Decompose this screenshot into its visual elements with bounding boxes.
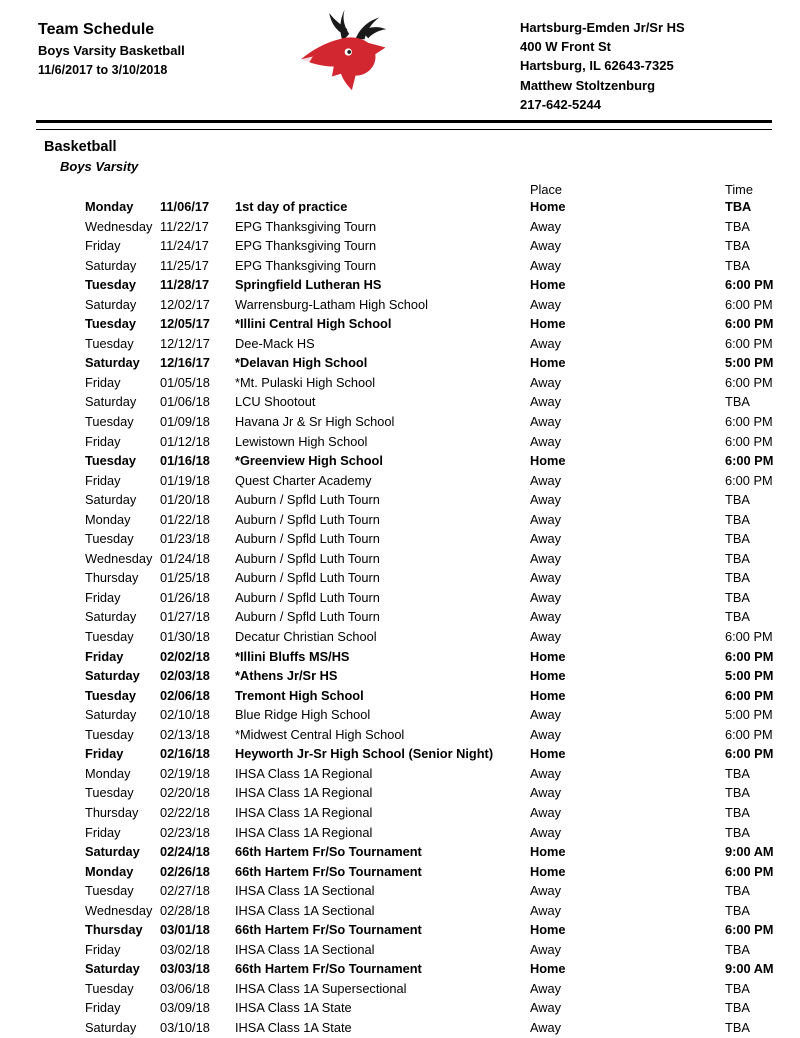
cell-date: 03/10/18 <box>160 1019 210 1035</box>
schedule-row <box>0 451 800 471</box>
contact-name: Matthew Stoltzenburg <box>520 77 656 93</box>
cell-event: Auburn / Spfld Luth Tourn <box>235 609 380 625</box>
cell-place: Away <box>530 824 562 840</box>
cell-date: 02/23/18 <box>160 824 210 840</box>
cell-place: Away <box>530 902 562 918</box>
col-header-time: Time <box>725 182 753 197</box>
cell-day: Saturday <box>85 492 137 508</box>
cell-date: 12/16/17 <box>160 355 210 371</box>
school-address-city: Hartsburg, IL 62643-7325 <box>520 58 674 74</box>
schedule-row <box>0 217 800 237</box>
cell-place: Away <box>530 804 562 820</box>
cell-place: Away <box>530 492 562 508</box>
cell-event: EPG Thanksgiving Tourn <box>235 238 377 254</box>
schedule-row <box>0 490 800 510</box>
col-header-place: Place <box>530 182 563 197</box>
cell-event: EPG Thanksgiving Tourn <box>235 257 377 273</box>
cell-place: Away <box>530 374 562 390</box>
cell-event: *Greenview High School <box>235 453 383 469</box>
page-header <box>0 0 800 120</box>
school-address-street: 400 W Front St <box>520 39 612 55</box>
cell-time: TBA <box>725 570 750 586</box>
cell-place: Home <box>530 746 566 762</box>
cell-day: Wednesday <box>85 550 153 566</box>
cell-place: Away <box>530 531 562 547</box>
cell-place: Away <box>530 257 562 273</box>
cell-date: 02/02/18 <box>160 648 210 664</box>
cell-place: Away <box>530 726 562 742</box>
cell-day: Saturday <box>85 355 140 371</box>
cell-date: 01/09/18 <box>160 414 210 430</box>
cell-time: 6:00 PM <box>725 296 773 312</box>
cell-event: *Mt. Pulaski High School <box>235 374 376 390</box>
cell-place: Away <box>530 1000 562 1016</box>
cell-place: Away <box>530 550 562 566</box>
cell-place: Away <box>530 394 562 410</box>
section-heading <box>44 139 800 174</box>
cell-time: 6:00 PM <box>725 277 774 293</box>
cell-place: Away <box>530 218 562 234</box>
cell-date: 03/01/18 <box>160 922 210 938</box>
cell-date: 12/02/17 <box>160 296 210 312</box>
cell-time: TBA <box>725 765 750 781</box>
cell-event: *Illini Bluffs MS/HS <box>235 648 350 664</box>
cell-place: Home <box>530 648 566 664</box>
schedule-row <box>0 627 800 647</box>
cell-day: Wednesday <box>85 902 153 918</box>
cell-event: IHSA Class 1A Regional <box>235 824 373 840</box>
schedule-row <box>0 588 800 608</box>
cell-day: Thursday <box>85 804 139 820</box>
cell-time: 5:00 PM <box>725 668 774 684</box>
cell-date: 02/28/18 <box>160 902 210 918</box>
cell-date: 11/22/17 <box>160 218 209 234</box>
cell-event: *Midwest Central High School <box>235 726 405 742</box>
sport-title: Basketball <box>44 139 117 155</box>
cell-date: 12/05/17 <box>160 316 210 332</box>
cell-place: Away <box>530 296 562 312</box>
cell-date: 03/03/18 <box>160 961 210 977</box>
schedule-row <box>0 197 800 217</box>
cell-time: 6:00 PM <box>725 374 773 390</box>
cell-place: Away <box>530 570 562 586</box>
schedule-row <box>0 803 800 823</box>
cell-event: Auburn / Spfld Luth Tourn <box>235 531 380 547</box>
schedule-row <box>0 842 800 862</box>
cell-day: Friday <box>85 648 124 664</box>
cell-day: Friday <box>85 472 121 488</box>
page-title: Team Schedule <box>38 21 155 38</box>
cell-event: IHSA Class 1A Regional <box>235 785 373 801</box>
cell-event: Warrensburg-Latham High School <box>235 296 428 312</box>
cell-day: Tuesday <box>85 531 134 547</box>
cell-date: 03/02/18 <box>160 941 210 957</box>
cell-place: Home <box>530 277 566 293</box>
cell-time: TBA <box>725 941 750 957</box>
schedule-row <box>0 744 800 764</box>
cell-place: Home <box>530 844 566 860</box>
cell-event: IHSA Class 1A State <box>235 1000 352 1016</box>
cell-place: Away <box>530 629 562 645</box>
col-header-event-spacer <box>235 182 530 197</box>
cell-time: 6:00 PM <box>725 453 774 469</box>
cell-date: 12/12/17 <box>160 335 210 351</box>
schedule-row <box>0 256 800 276</box>
cell-time: 6:00 PM <box>725 316 774 332</box>
schedule-table <box>0 182 800 1038</box>
cell-time: TBA <box>725 589 750 605</box>
cell-day: Friday <box>85 589 121 605</box>
cell-day: Saturday <box>85 257 137 273</box>
cell-day: Tuesday <box>85 785 134 801</box>
cell-date: 02/27/18 <box>160 883 210 899</box>
schedule-row <box>0 959 800 979</box>
cell-time: TBA <box>725 218 750 234</box>
cell-date: 02/19/18 <box>160 765 210 781</box>
cell-day: Tuesday <box>85 726 134 742</box>
cell-event: 66th Hartem Fr/So Tournament <box>235 844 422 860</box>
header-divider <box>36 120 772 130</box>
cell-day: Saturday <box>85 844 140 860</box>
cell-day: Saturday <box>85 394 137 410</box>
cell-place: Away <box>530 238 562 254</box>
cell-event: 1st day of practice <box>235 199 348 214</box>
cell-day: Monday <box>85 199 134 214</box>
cell-place: Home <box>530 687 566 703</box>
cell-day: Friday <box>85 374 121 390</box>
cell-day: Wednesday <box>85 218 153 234</box>
cell-date: 02/20/18 <box>160 785 210 801</box>
cell-time: TBA <box>725 824 750 840</box>
schedule-row <box>0 568 800 588</box>
schedule-row <box>0 353 800 373</box>
cell-event: Blue Ridge High School <box>235 707 371 723</box>
schedule-row <box>0 471 800 491</box>
schedule-row <box>0 392 800 412</box>
cell-day: Tuesday <box>85 883 134 899</box>
cell-time: TBA <box>725 492 750 508</box>
cell-place: Away <box>530 707 562 723</box>
cell-day: Thursday <box>85 922 143 938</box>
cell-event: IHSA Class 1A Regional <box>235 765 373 781</box>
cell-place: Away <box>530 335 562 351</box>
schedule-row <box>0 920 800 940</box>
cell-time: TBA <box>725 511 750 527</box>
cell-time: TBA <box>725 980 750 996</box>
schedule-row <box>0 373 800 393</box>
cell-day: Monday <box>85 863 134 879</box>
schedule-row <box>0 275 800 295</box>
cell-day: Tuesday <box>85 629 134 645</box>
cell-date: 02/10/18 <box>160 707 210 723</box>
cell-date: 01/30/18 <box>160 629 210 645</box>
cell-time: 6:00 PM <box>725 472 773 488</box>
cell-time: 6:00 PM <box>725 335 773 351</box>
cell-event: 66th Hartem Fr/So Tournament <box>235 961 422 977</box>
schedule-row <box>0 881 800 901</box>
header-left-block <box>38 18 185 80</box>
cell-time: TBA <box>725 902 750 918</box>
col-header-date-spacer <box>160 182 235 197</box>
cell-event: Tremont High School <box>235 687 364 703</box>
cell-event: Auburn / Spfld Luth Tourn <box>235 492 380 508</box>
cell-date: 02/22/18 <box>160 804 210 820</box>
schedule-row <box>0 940 800 960</box>
cell-date: 01/16/18 <box>160 453 210 469</box>
cell-place: Away <box>530 433 562 449</box>
cell-time: TBA <box>725 1000 750 1016</box>
cell-place: Away <box>530 785 562 801</box>
cell-date: 01/19/18 <box>160 472 210 488</box>
cell-day: Friday <box>85 238 121 254</box>
cell-event: Auburn / Spfld Luth Tourn <box>235 511 380 527</box>
cell-date: 02/13/18 <box>160 726 210 742</box>
cell-time: 6:00 PM <box>725 863 774 879</box>
cell-time: TBA <box>725 804 750 820</box>
cell-place: Away <box>530 609 562 625</box>
cell-time: TBA <box>725 1019 750 1035</box>
schedule-row <box>0 823 800 843</box>
cell-time: TBA <box>725 238 750 254</box>
cell-event: EPG Thanksgiving Tourn <box>235 218 377 234</box>
cell-place: Away <box>530 883 562 899</box>
schedule-row <box>0 666 800 686</box>
cell-place: Home <box>530 199 566 214</box>
season-date-range: 11/6/2017 to 3/10/2018 <box>38 63 168 77</box>
schedule-row <box>0 686 800 706</box>
cell-time: TBA <box>725 257 750 273</box>
cell-event: Quest Charter Academy <box>235 472 372 488</box>
cell-place: Away <box>530 414 562 430</box>
schedule-row <box>0 412 800 432</box>
cell-event: Dee-Mack HS <box>235 335 315 351</box>
schedule-row <box>0 705 800 725</box>
schedule-row <box>0 647 800 667</box>
cell-date: 11/24/17 <box>160 238 209 254</box>
cell-date: 11/06/17 <box>160 199 210 214</box>
cell-date: 03/06/18 <box>160 980 210 996</box>
cell-event: *Athens Jr/Sr HS <box>235 668 338 684</box>
cell-time: 6:00 PM <box>725 414 773 430</box>
cell-time: TBA <box>725 609 750 625</box>
cell-time: 6:00 PM <box>725 629 773 645</box>
cell-day: Saturday <box>85 707 137 723</box>
schedule-row <box>0 979 800 999</box>
cell-day: Friday <box>85 746 124 762</box>
cell-day: Friday <box>85 433 121 449</box>
cell-day: Thursday <box>85 570 139 586</box>
cell-event: Auburn / Spfld Luth Tourn <box>235 550 380 566</box>
cell-day: Tuesday <box>85 335 134 351</box>
cell-place: Home <box>530 453 566 469</box>
cell-event: IHSA Class 1A State <box>235 1019 352 1035</box>
cell-event: *Illini Central High School <box>235 316 392 332</box>
cell-event: 66th Hartem Fr/So Tournament <box>235 863 422 879</box>
schedule-row <box>0 725 800 745</box>
cell-day: Monday <box>85 511 131 527</box>
cell-event: 66th Hartem Fr/So Tournament <box>235 922 422 938</box>
cell-place: Away <box>530 472 562 488</box>
cell-place: Away <box>530 941 562 957</box>
cell-time: 6:00 PM <box>725 433 773 449</box>
cell-event: Decatur Christian School <box>235 629 377 645</box>
cell-place: Home <box>530 355 566 371</box>
cell-time: 5:00 PM <box>725 355 774 371</box>
cell-event: IHSA Class 1A Regional <box>235 804 373 820</box>
cell-time: 9:00 AM <box>725 844 774 860</box>
cell-day: Saturday <box>85 609 137 625</box>
cell-event: Auburn / Spfld Luth Tourn <box>235 589 380 605</box>
cell-day: Monday <box>85 765 131 781</box>
cell-date: 01/22/18 <box>160 511 210 527</box>
cell-place: Home <box>530 961 566 977</box>
cell-time: 6:00 PM <box>725 922 774 938</box>
cell-day: Tuesday <box>85 687 136 703</box>
cell-place: Home <box>530 316 566 332</box>
cell-day: Tuesday <box>85 277 136 293</box>
contact-phone: 217-642-5244 <box>520 96 601 112</box>
cell-event: IHSA Class 1A Sectional <box>235 883 375 899</box>
cell-date: 01/20/18 <box>160 492 210 508</box>
cell-place: Away <box>530 980 562 996</box>
schedule-row <box>0 529 800 549</box>
cell-day: Saturday <box>85 668 140 684</box>
schedule-row <box>0 314 800 334</box>
stag-mascot-icon <box>292 6 410 98</box>
schedule-row <box>0 607 800 627</box>
cell-event: Havana Jr & Sr High School <box>235 414 395 430</box>
school-mascot-logo <box>292 6 410 98</box>
schedule-row <box>0 334 800 354</box>
cell-place: Home <box>530 922 566 938</box>
cell-day: Saturday <box>85 1019 137 1035</box>
cell-day: Tuesday <box>85 316 136 332</box>
schedule-row <box>0 432 800 452</box>
cell-date: 11/25/17 <box>160 257 209 273</box>
cell-place: Home <box>530 863 566 879</box>
cell-event: IHSA Class 1A Supersectional <box>235 980 407 996</box>
table-body <box>0 197 800 1038</box>
schedule-row <box>0 510 800 530</box>
cell-time: TBA <box>725 531 750 547</box>
cell-date: 01/25/18 <box>160 570 210 586</box>
cell-date: 01/24/18 <box>160 550 210 566</box>
cell-day: Tuesday <box>85 980 134 996</box>
schedule-row <box>0 998 800 1018</box>
cell-time: 9:00 AM <box>725 961 774 977</box>
schedule-row <box>0 862 800 882</box>
cell-place: Away <box>530 1019 562 1035</box>
cell-time: 5:00 PM <box>725 707 773 723</box>
cell-day: Friday <box>85 1000 121 1016</box>
cell-event: Auburn / Spfld Luth Tourn <box>235 570 380 586</box>
cell-date: 01/27/18 <box>160 609 210 625</box>
schedule-row <box>0 783 800 803</box>
col-header-day-spacer <box>85 182 160 197</box>
cell-time: 6:00 PM <box>725 648 774 664</box>
cell-date: 01/05/18 <box>160 374 210 390</box>
cell-day: Saturday <box>85 961 140 977</box>
cell-date: 02/06/18 <box>160 687 210 703</box>
cell-time: TBA <box>725 785 750 801</box>
team-name: Boys Varsity Basketball <box>38 43 185 58</box>
cell-date: 01/12/18 <box>160 433 210 449</box>
schedule-row <box>0 295 800 315</box>
cell-time: TBA <box>725 394 750 410</box>
cell-date: 01/23/18 <box>160 531 210 547</box>
cell-day: Tuesday <box>85 414 134 430</box>
cell-day: Tuesday <box>85 453 136 469</box>
cell-time: TBA <box>725 883 750 899</box>
cell-event: IHSA Class 1A Sectional <box>235 902 375 918</box>
cell-place: Away <box>530 765 562 781</box>
cell-event: Heyworth Jr-Sr High School (Senior Night) <box>235 746 494 762</box>
cell-time: TBA <box>725 550 750 566</box>
cell-event: LCU Shootout <box>235 394 316 410</box>
cell-date: 03/09/18 <box>160 1000 210 1016</box>
cell-time: 6:00 PM <box>725 726 773 742</box>
cell-date: 02/03/18 <box>160 668 210 684</box>
cell-place: Home <box>530 668 566 684</box>
schedule-row <box>0 764 800 784</box>
cell-event: IHSA Class 1A Sectional <box>235 941 375 957</box>
cell-date: 01/06/18 <box>160 394 210 410</box>
cell-event: *Delavan High School <box>235 355 368 371</box>
cell-day: Saturday <box>85 296 137 312</box>
cell-date: 11/28/17 <box>160 277 210 293</box>
cell-time: 6:00 PM <box>725 687 774 703</box>
school-name: Hartsburg-Emden Jr/Sr HS <box>520 20 685 35</box>
schedule-row <box>0 236 800 256</box>
table-header-row <box>0 182 800 197</box>
cell-date: 02/26/18 <box>160 863 210 879</box>
cell-place: Away <box>530 589 562 605</box>
schedule-row <box>0 901 800 921</box>
cell-place: Away <box>530 511 562 527</box>
cell-event: Springfield Lutheran HS <box>235 277 382 293</box>
cell-date: 02/24/18 <box>160 844 210 860</box>
cell-time: 6:00 PM <box>725 746 774 762</box>
schedule-row <box>0 549 800 569</box>
cell-date: 01/26/18 <box>160 589 210 605</box>
cell-day: Friday <box>85 824 121 840</box>
cell-event: Lewistown High School <box>235 433 368 449</box>
cell-date: 02/16/18 <box>160 746 210 762</box>
cell-time: TBA <box>725 199 752 214</box>
cell-day: Friday <box>85 941 121 957</box>
team-level: Boys Varsity <box>60 159 139 174</box>
header-right-block <box>520 18 685 114</box>
